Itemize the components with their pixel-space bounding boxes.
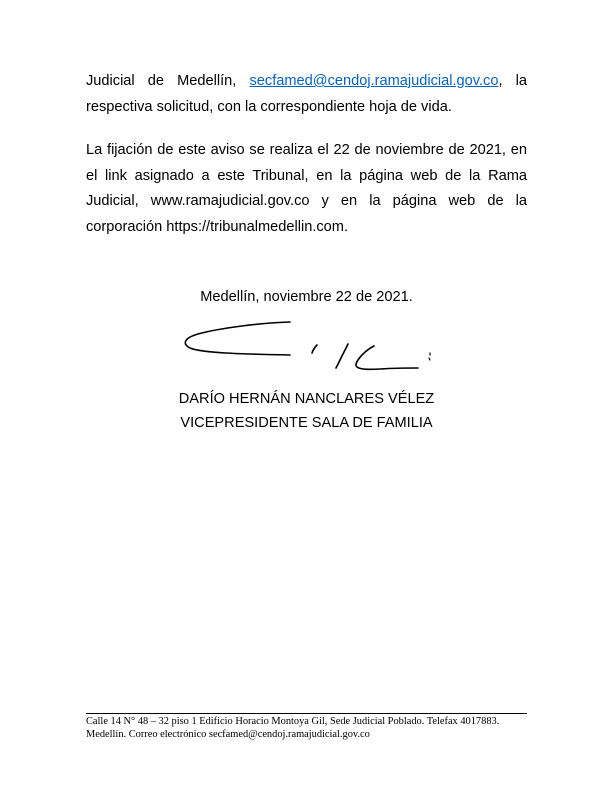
signer-title: VICEPRESIDENTE SALA DE FAMILIA [180, 415, 433, 431]
footer-address: Calle 14 N° 48 – 32 piso 1 Edificio Horacio Montoya Gil, Sede Judicial Poblado. Telefax 4017883. [86, 716, 500, 727]
paragraph-request [86, 69, 527, 120]
email-link[interactable]: secfamed@cendoj.ramajudicial.gov.co [249, 73, 499, 89]
handwritten-signature [180, 314, 440, 376]
footer-contact: Medellín. Correo electrónico secfamed@cendoj.ramajudicial.gov.co [86, 728, 370, 740]
footer-divider [86, 713, 527, 714]
paragraph-request-text-end: , la respectiva solicitud, con la correspondiente hoja de vida. [86, 73, 527, 115]
paragraph-request-text-start: Judicial de Medellín, [86, 73, 250, 89]
signer-name: DARÍO HERNÁN NANCLARES VÉLEZ [178, 391, 435, 407]
footer [86, 716, 536, 741]
paragraph-publication: La fijación de este aviso se realiza el 22 de noviembre de 2021, en el link asignado a este Tribunal, en la página web de la Rama Judicial, www.ramajudicial.gov.co y en la página web de la corporación https://tribunalmedellin.com. [86, 142, 527, 235]
date-line: Medellín, noviembre 22 de 2021. [200, 289, 413, 305]
